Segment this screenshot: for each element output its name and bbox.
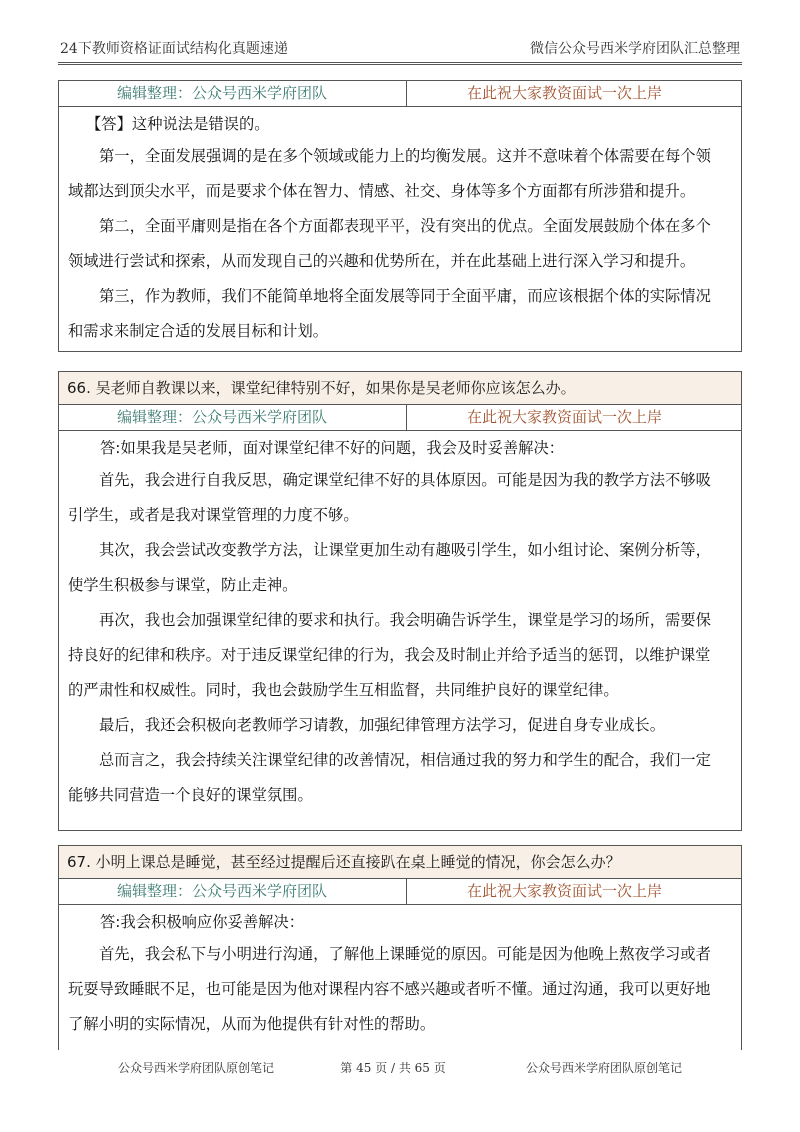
blessing-label: 在此祝大家教资面试一次上岸 (467, 408, 663, 426)
answer-line: 首先，我会进行自我反思，确定课堂纪律不好的具体原因。可能是因为我的教学方法不够吸 (99, 471, 711, 489)
editor-row (59, 879, 741, 905)
answer-line: 最后，我还会积极向老教师学习请教，加强纪律管理方法学习，促进自身专业成长。 (99, 716, 665, 734)
answer-line: 再次，我也会加强课堂纪律的要求和执行。我会明确告诉学生，课堂是学习的场所，需要保 (99, 611, 711, 629)
footer-right: 公众号西米学府团队原创笔记 (525, 1061, 682, 1075)
answer-line: 玩耍导致睡眠不足，也可能是因为他对课程内容不感兴趣或者听不懂。通过沟通，我可以更好地 (68, 980, 711, 998)
qa-block-66 (58, 371, 742, 831)
editor-row (59, 405, 741, 431)
question-title: 66. 吴老师自教课以来，课堂纪律特别不好，如果你是吴老师你应该怎么办。 (59, 372, 741, 405)
header-source: 微信公众号西米学府团队汇总整理 (530, 41, 740, 57)
footer-left: 公众号西米学府团队原创笔记 (118, 1061, 275, 1075)
answer-body (59, 905, 741, 1042)
answer-body (59, 431, 741, 813)
question-title: 67. 小明上课总是睡觉，甚至经过提醒后还直接趴在桌上睡觉的情况，你会怎么办？ (59, 846, 741, 879)
page-footer (58, 1059, 742, 1079)
blessing-label: 在此祝大家教资面试一次上岸 (467, 882, 663, 900)
header-title: 24下教师资格证面试结构化真题速递 (60, 41, 288, 57)
answer-line: 域都达到顶尖水平，而是要求个体在智力、情感、社交、身体等多个方面都有所涉猎和提升。 (68, 182, 696, 200)
answer-line: 【答】这种说法是错误的。 (86, 115, 270, 133)
header-divider (58, 62, 742, 63)
answer-line: 第二，全面平庸则是指在各个方面都表现平平，没有突出的优点。全面发展鼓励个体在多个 (99, 217, 711, 235)
page-header (58, 36, 742, 62)
answer-line: 其次，我会尝试改变教学方法，让课堂更加生动有趣吸引学生，如小组讨论、案例分析等， (99, 541, 711, 559)
answer-line: 第一，全面发展强调的是在多个领域或能力上的均衡发展。这并不意味着个体需要在每个领 (99, 147, 711, 165)
answer-line: 引学生，或者是我对课堂管理的力度不够。 (68, 506, 359, 524)
answer-line: 答:我会积极响应你妥善解决： (100, 913, 305, 931)
answer-line: 总而言之，我会持续关注课堂纪律的改善情况，相信通过我的努力和学生的配合，我们一定 (99, 751, 711, 769)
answer-line: 持良好的纪律和秩序。对于违反课堂纪律的行为，我会及时制止并给予适当的惩罚，以维护课堂 (68, 646, 711, 664)
answer-line: 答:如果我是吴老师，面对课堂纪律不好的问题，我会及时妥善解决： (100, 439, 565, 457)
answer-line: 领域进行尝试和探索，从而发现自己的兴趣和优势所在，并在此基础上进行深入学习和提升。 (68, 252, 696, 270)
answer-body (59, 107, 741, 349)
answer-line: 了解小明的实际情况，从而为他提供有针对性的帮助。 (68, 1015, 436, 1033)
editor-label: 编辑整理：公众号西米学府团队 (59, 405, 407, 430)
answer-line: 的严肃性和权威性。同时，我也会鼓励学生互相监督，共同维护良好的课堂纪律。 (68, 681, 619, 699)
answer-line: 和需求来制定合适的发展目标和计划。 (68, 322, 329, 340)
qa-block-previous (58, 80, 742, 352)
editor-label: 编辑整理：公众号西米学府团队 (59, 81, 407, 106)
answer-line: 使学生积极参与课堂，防止走神。 (68, 576, 298, 594)
qa-block-67 (58, 845, 742, 1050)
answer-line: 首先，我会私下与小明进行沟通，了解他上课睡觉的原因。可能是因为他晚上熬夜学习或者 (99, 945, 711, 963)
header-divider-2 (58, 64, 742, 65)
answer-line: 能够共同营造一个良好的课堂氛围。 (68, 786, 313, 804)
answer-line: 第三，作为教师，我们不能简单地将全面发展等同于全面平庸，而应该根据个体的实际情况 (99, 287, 711, 305)
page-number: 第 45 页 / 共 65 页 (340, 1061, 446, 1075)
blessing-label: 在此祝大家教资面试一次上岸 (467, 84, 663, 102)
editor-row (59, 81, 741, 107)
editor-label: 编辑整理：公众号西米学府团队 (59, 879, 407, 904)
